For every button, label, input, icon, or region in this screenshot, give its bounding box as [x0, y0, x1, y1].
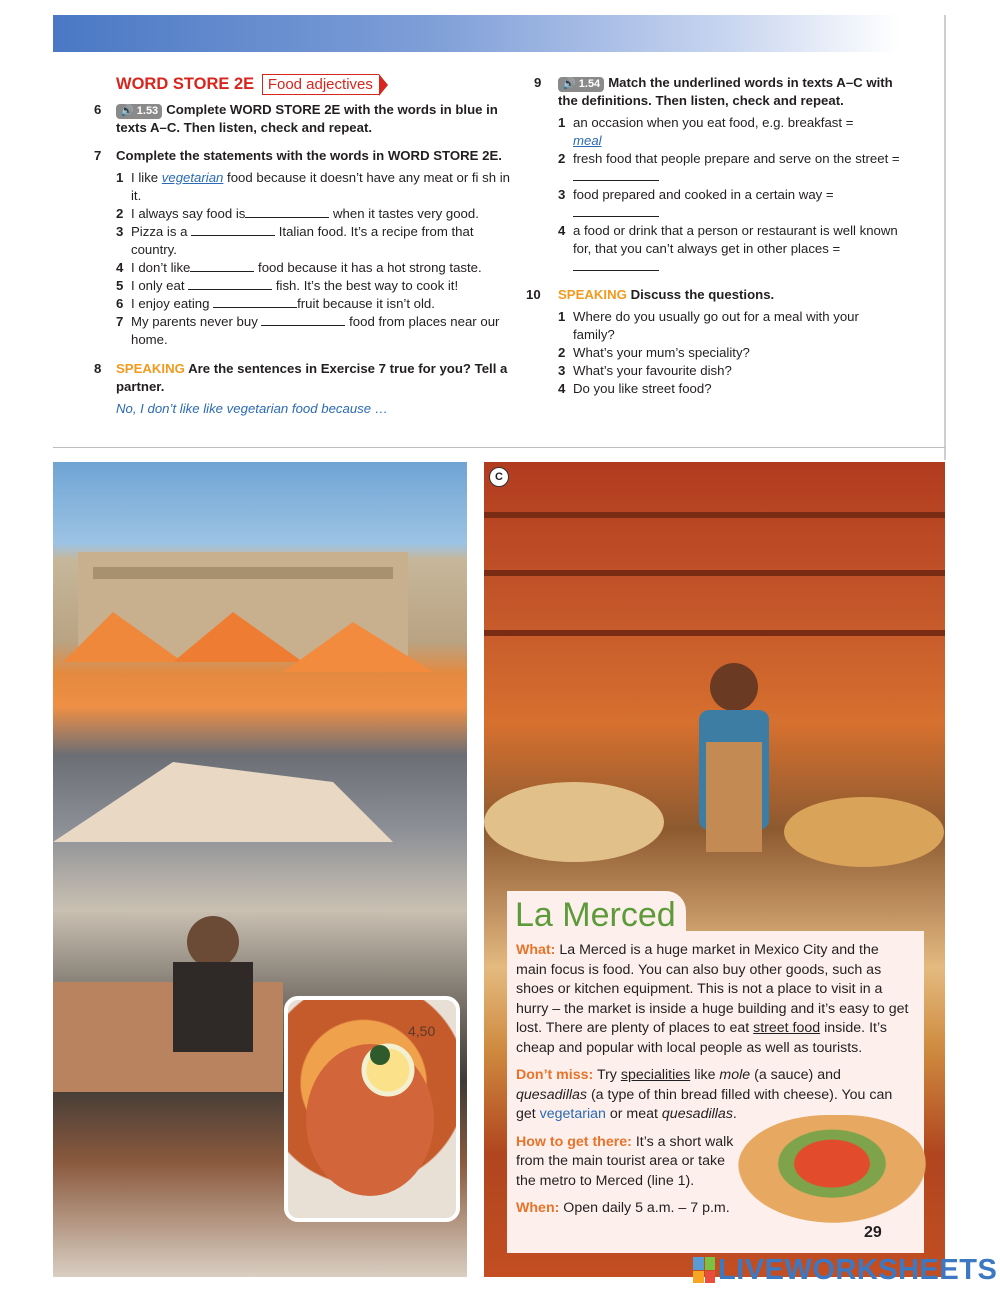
- how-to-get-there-paragraph: How to get there: It’s a short walk from the main tourist area or take the metro to Merced (line 1).: [516, 1133, 734, 1189]
- list-item: 4 a food or drink that a person or restaurant is well known for, that you can’t always get in other places =: [558, 222, 903, 276]
- answer-blank[interactable]: [190, 259, 254, 272]
- answer-blank[interactable]: [573, 204, 659, 217]
- list-item: 1 I like vegetarian food because it doesn’t have any meat or fi sh in it.: [116, 170, 511, 203]
- speaking-label: SPEAKING: [116, 361, 185, 376]
- vocabulary-word: vegetarian: [539, 1106, 606, 1122]
- exercise-10: [526, 286, 903, 398]
- list-item: 2 fresh food that people prepare and serve on the street =: [558, 150, 903, 186]
- exercise-6: [88, 101, 520, 137]
- list-item: 2 What’s your mum’s speciality?: [558, 345, 750, 360]
- answer-blank[interactable]: [245, 205, 329, 218]
- exercise-6-instruction: Complete WORD STORE 2E with the words in blue in texts A–C. Then listen, check and repeat.: [116, 102, 498, 135]
- list-item: 3 food prepared and cooked in a certain way =: [558, 186, 903, 222]
- text-c-badge: C: [489, 467, 509, 487]
- exercise-number: 6: [94, 102, 102, 117]
- when-paragraph: When: Open daily 5 a.m. – 7 p.m.: [516, 1200, 730, 1216]
- liveworksheets-logo[interactable]: [693, 1254, 997, 1286]
- exercise-9-instruction: Match the underlined words in texts A–C with the definitions. Then listen, check and repeat.: [558, 75, 893, 108]
- exercise-7-instruction: Complete the statements with the words in WORD STORE 2E.: [116, 148, 502, 163]
- exercise-7-list: [116, 169, 520, 349]
- section-divider: [53, 447, 945, 448]
- page-number: 29: [864, 1224, 882, 1241]
- exercise-7: [88, 147, 520, 349]
- header-band: [53, 15, 900, 52]
- salmon-plate-illustration: [288, 1000, 456, 1218]
- answer-example: meal: [573, 133, 602, 148]
- exercise-number: 8: [94, 361, 102, 376]
- word-store-title: WORD STORE 2E: [116, 75, 255, 93]
- speaking-label: SPEAKING: [558, 287, 627, 302]
- list-item: 3 Pizza is a Italian food. It’s a recipe from that country.: [116, 224, 474, 257]
- underlined-word: street food: [753, 1020, 821, 1036]
- audio-track-1-54[interactable]: 🔊 1.54: [558, 77, 604, 92]
- list-item: 1 an occasion when you eat food, e.g. breakfast = meal: [558, 115, 854, 148]
- dont-miss-paragraph: Don’t miss: Try specialities like mole (a sauce) and quesadillas (a type of thin bread filled with cheese). You can get vegetarian or meat quesadillas.: [516, 1067, 893, 1122]
- answer-blank[interactable]: [261, 313, 345, 326]
- exercise-number: 10: [526, 287, 541, 302]
- logo-icon: [693, 1257, 715, 1283]
- answer-blank[interactable]: [573, 258, 659, 271]
- model-answer: No, I don’t like like vegetarian food because …: [116, 401, 388, 416]
- exercise-8: [88, 360, 520, 418]
- exercise-9-list: [558, 114, 903, 276]
- exercise-9: [530, 74, 903, 276]
- exercise-number: 9: [534, 75, 542, 90]
- list-item: 4 I don’t like food because it has a hot strong taste.: [116, 260, 482, 275]
- list-item: 1 Where do you usually go out for a meal with your family?: [558, 309, 859, 342]
- word-store-heading: [116, 74, 520, 95]
- vendor-illustration: [484, 462, 945, 882]
- price-tag: 4,50: [408, 1023, 436, 1039]
- underlined-word: specialities: [620, 1067, 691, 1083]
- brand-name: LIVEWORKSHEETS: [718, 1253, 998, 1286]
- exercise-10-instruction: Discuss the questions.: [630, 287, 775, 302]
- exercise-8-instruction: Are the sentences in Exercise 7 true for you? Tell a partner.: [116, 361, 508, 394]
- smoked-salmon-inset-photo: [284, 996, 460, 1222]
- right-exercise-column: [526, 74, 903, 398]
- list-item: 7 My parents never buy food from places near our home.: [116, 314, 500, 347]
- left-exercise-column: [94, 74, 520, 418]
- list-item: 2 I always say food is when it tastes very good.: [116, 206, 479, 221]
- page-edge-line: [944, 15, 946, 460]
- answer-blank[interactable]: [191, 223, 275, 236]
- list-item: 4 Do you like street food?: [558, 381, 712, 396]
- list-item: 3 What’s your favourite dish?: [558, 363, 732, 378]
- answer-blank[interactable]: [213, 295, 297, 308]
- exercise-10-list: [558, 308, 903, 398]
- list-item: 5 I only eat fish. It’s the best way to cook it!: [116, 278, 459, 293]
- word-store-tag: Food adjectives: [262, 74, 379, 95]
- audio-track-1-53[interactable]: 🔊 1.53: [116, 104, 162, 119]
- la-merced-title: La Merced: [507, 891, 686, 937]
- exercise-number: 7: [94, 148, 102, 163]
- answer-example: vegetarian: [161, 170, 224, 185]
- answer-blank[interactable]: [573, 168, 659, 181]
- answer-blank[interactable]: [188, 277, 272, 290]
- what-paragraph: What: La Merced is a huge market in Mexico City and the main focus is food. You can also buy other goods, such as shoes or kitchen equipment. This is not a place to visit in a hurry – the market is inside a huge building and it’s easy to get lost. There are plenty of places to eat street food inside. It’s cheap and popular with local people as well as tourists.: [516, 942, 909, 1056]
- list-item: 6 I enjoy eating fruit because it isn’t old.: [116, 296, 435, 311]
